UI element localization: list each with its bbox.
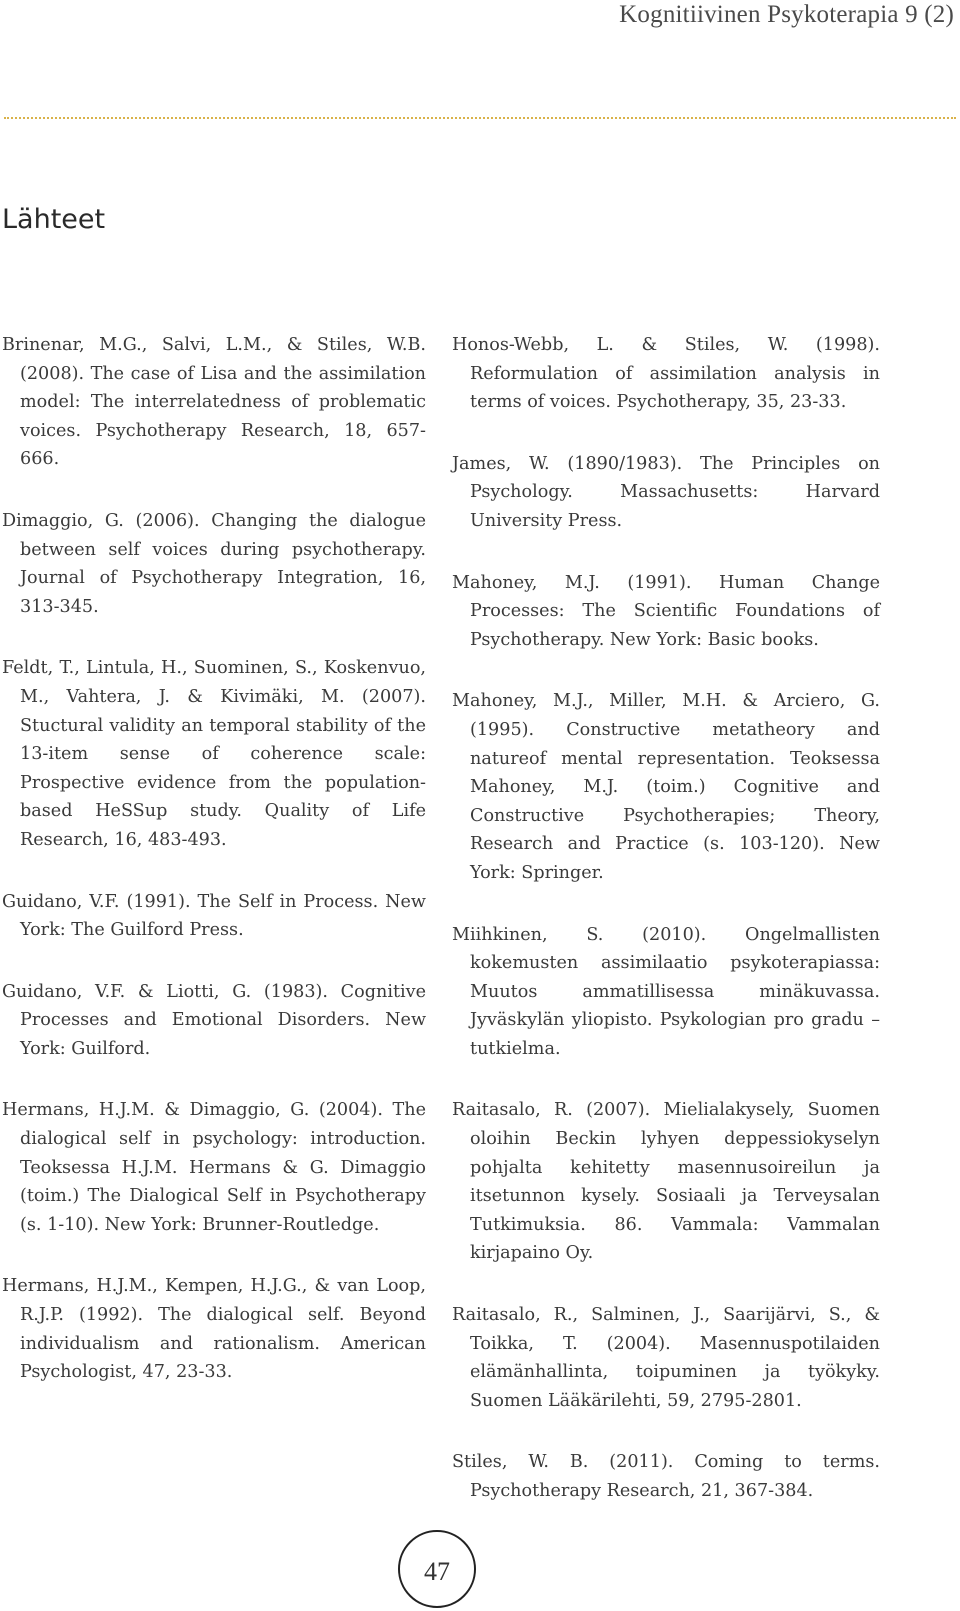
reference-entry: Dimaggio, G. (2006). Changing the dialogue between self voices during psychotherapy. Journal of Psychotherapy Integration, 16, 313-345.: [2, 510, 426, 617]
reference-entry: Raitasalo, R. (2007). Mielialakysely, Suomen oloihin Beckin lyhyen deppessiokyselyn pohjalta kehitetty masennusoireilun ja itsetunnon kysely. Sosiaali ja Terveysalan Tutkimuksia. 86. Vammala: Vammalan kirjapaino Oy.: [452, 1100, 880, 1264]
reference-entry: Hermans, H.J.M. & Dimaggio, G. (2004). The dialogical self in psychology: introduction. Teoksessa H.J.M. Hermans & G. Dimaggio (toim.) The Dialogical Self in Psychotherapy (s. 1-10). New York: Brunner-Routledge.: [2, 1100, 426, 1235]
dotted-divider: [4, 117, 956, 119]
reference-entry: Brinenar, M.G., Salvi, L.M., & Stiles, W.B. (2008). The case of Lisa and the assimilation model: The interrelatedness of problematic voices. Psychotherapy Research, 18, 657-666.: [2, 335, 426, 470]
references-left-column: [2, 331, 426, 1420]
page-number: 47: [424, 1557, 450, 1586]
reference-entry: Raitasalo, R., Salminen, J., Saarijärvi, S., & Toikka, T. (2004). Masennuspotilaiden elämänhallinta, toipuminen ja työkyky. Suomen Lääkärilehti, 59, 2795-2801.: [452, 1305, 880, 1411]
section-title: Lähteet: [2, 204, 106, 235]
reference-entry: Feldt, T., Lintula, H., Suominen, S., Koskenvuo, M., Vahtera, J. & Kivimäki, M. (2007). Stuctural validity an temporal stability of the 13-item sense of coherence scale: Prospective evidence from the population-based HeSSup study. Quality of Life Research, 16, 483-493.: [2, 658, 426, 850]
reference-entry: Mahoney, M.J. (1991). Human Change Processes: The Scientific Foundations of Psychotherapy. New York: Basic books.: [452, 572, 880, 650]
reference-entry: Hermans, H.J.M., Kempen, H.J.G., & van Loop, R.J.P. (1992). The dialogical self. Beyond individualism and rationalism. American Psychologist, 47, 23-33.: [2, 1276, 426, 1383]
reference-entry: Honos-Webb, L. & Stiles, W. (1998). Reformulation of assimilation analysis in terms of voices. Psychotherapy, 35, 23-33.: [452, 335, 880, 413]
reference-entry: Guidano, V.F. & Liotti, G. (1983). Cognitive Processes and Emotional Disorders. New York: Guilford.: [2, 981, 426, 1059]
reference-entry: James, W. (1890/1983). The Principles on Psychology. Massachusetts: Harvard University Press.: [452, 453, 880, 531]
reference-entry: Guidano, V.F. (1991). The Self in Process. New York: The Guilford Press.: [2, 891, 426, 941]
page-number-badge: [398, 1530, 476, 1608]
references-right-column: [452, 331, 880, 1539]
journal-header: Kognitiivinen Psykoterapia 9 (2): [619, 1, 954, 28]
reference-entry: Stiles, W. B. (2011). Coming to terms. Psychotherapy Research, 21, 367-384.: [452, 1452, 880, 1501]
reference-entry: Mahoney, M.J., Miller, M.H. & Arciero, G. (1995). Constructive metatheory and natureof mental representation. Teoksessa Mahoney, M.J. (toim.) Cognitive and Constructive Psychotherapies; Theory, Research and Practice (s. 103-120). New York: Springer.: [452, 691, 880, 883]
reference-entry: Miihkinen, S. (2010). Ongelmallisten kokemusten assimilaatio psykoterapiassa: Muutos ammatillisessa minäkuvassa. Jyväskylän yliopisto. Psykologian pro gradu –tutkielma.: [452, 924, 880, 1059]
